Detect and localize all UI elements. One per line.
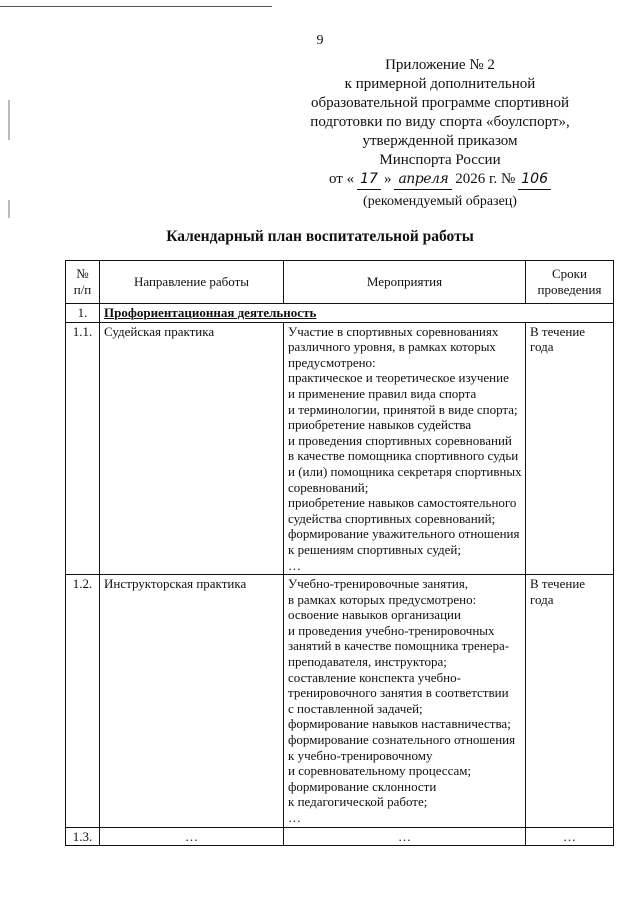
appendix-line: утвержденной приказом (362, 133, 518, 149)
table-row (66, 575, 614, 828)
row-activities: … (284, 827, 526, 846)
date-year: 2026 г. № (455, 171, 516, 187)
order-date-line (300, 170, 580, 190)
activity-line: приобретение навыков самостоятельного (288, 495, 517, 511)
activity-line: составление конспекта учебно- (288, 669, 461, 685)
activity-line: Участие в спортивных соревнованиях (288, 323, 499, 339)
activity-line: формирование сознательного отношения (288, 732, 516, 748)
activity-line: к решениям спортивных судей; (288, 541, 461, 557)
education-plan-table (65, 260, 614, 846)
row-direction: … (100, 827, 284, 846)
date-mid: » (383, 171, 392, 187)
activity-line: Учебно-тренировочные занятия, (288, 576, 469, 592)
activity-line: предусмотрено: (288, 354, 376, 370)
header-num: № п/п (66, 261, 100, 304)
row-num: 1.2. (66, 575, 100, 828)
activity-line: практическое и теоретическое изучение (288, 370, 509, 386)
activity-line: … (288, 810, 301, 825)
activity-line: формирование навыков наставничества; (288, 716, 511, 732)
row-activities (284, 322, 526, 575)
header-activities: Мероприятия (284, 261, 526, 304)
sample-note: (рекомендуемый образец) (363, 194, 517, 209)
row-due: … (526, 827, 614, 846)
activity-line: преподавателя, инструктора; (288, 654, 447, 670)
activity-line: и терминологии, принятой в виде спорта; (288, 401, 518, 417)
row-due: В течение года (526, 322, 614, 575)
activity-line: судейства спортивных соревнований; (288, 510, 496, 526)
scan-edge-mark (8, 100, 10, 140)
header-due: Сроки проведения (526, 261, 614, 304)
section-title: Профориентационная деятельность (100, 304, 614, 323)
appendix-line: Приложение № 2 (385, 57, 495, 73)
document-title: Календарный план воспитательной работы (166, 228, 474, 245)
activity-line: к учебно-тренировочному (288, 747, 433, 763)
activity-line: и (или) помощника секретаря спортивных (288, 463, 522, 479)
appendix-line: Минспорта России (379, 152, 501, 168)
handwritten-month: апреля (394, 170, 452, 190)
appendix-line: образовательной программе спортивной (310, 95, 570, 111)
section-row (66, 304, 614, 323)
activity-line: занятий в качестве помощника тренера- (288, 638, 510, 654)
activity-line: приобретение навыков судейства (288, 417, 472, 433)
top-edge-rule (0, 6, 272, 7)
activity-line: и соревновательному процессам; (288, 763, 472, 779)
row-direction: Судейская практика (100, 322, 284, 575)
handwritten-day: 17 (357, 170, 381, 190)
row-num: 1.1. (66, 322, 100, 575)
row-direction: Инструкторская практика (100, 575, 284, 828)
activity-line: освоение навыков организации (288, 607, 461, 623)
activity-line: с поставленной задачей; (288, 700, 423, 716)
activity-line: в рамках которых предусмотрено: (288, 591, 477, 607)
activity-line: и проведения учебно-тренировочных (288, 622, 495, 638)
date-prefix: от « (329, 171, 355, 187)
activity-line: различного уровня, в рамках которых (288, 339, 496, 355)
appendix-line: к примерной дополнительной (344, 76, 536, 92)
scan-edge-mark (8, 200, 10, 218)
activity-line: соревнований; (288, 479, 369, 495)
row-activities (284, 575, 526, 828)
appendix-header (300, 56, 580, 190)
activity-line: и применение правил вида спорта (288, 385, 477, 401)
activity-line: в качестве помощника спортивного судьи (288, 448, 519, 464)
activity-line: формирование склонности (288, 778, 437, 794)
table-row (66, 322, 614, 575)
header-direction: Направление работы (100, 261, 284, 304)
row-num: 1.3. (66, 827, 100, 846)
section-num: 1. (66, 304, 100, 323)
activity-line: … (288, 557, 301, 573)
activity-line: тренировочного занятия в соответствии (288, 685, 509, 701)
activity-line: и проведения спортивных соревнований (288, 432, 512, 448)
handwritten-order-number: 106 (518, 170, 551, 190)
activity-line: формирование уважительного отношения (288, 526, 520, 542)
appendix-line: подготовки по виду спорта «боулспорт», (310, 114, 570, 130)
table-row (66, 827, 614, 846)
page-number: 9 (316, 33, 324, 48)
table-header-row (66, 261, 614, 304)
row-due: В течение года (526, 575, 614, 828)
activity-line: к педагогической работе; (288, 794, 428, 810)
